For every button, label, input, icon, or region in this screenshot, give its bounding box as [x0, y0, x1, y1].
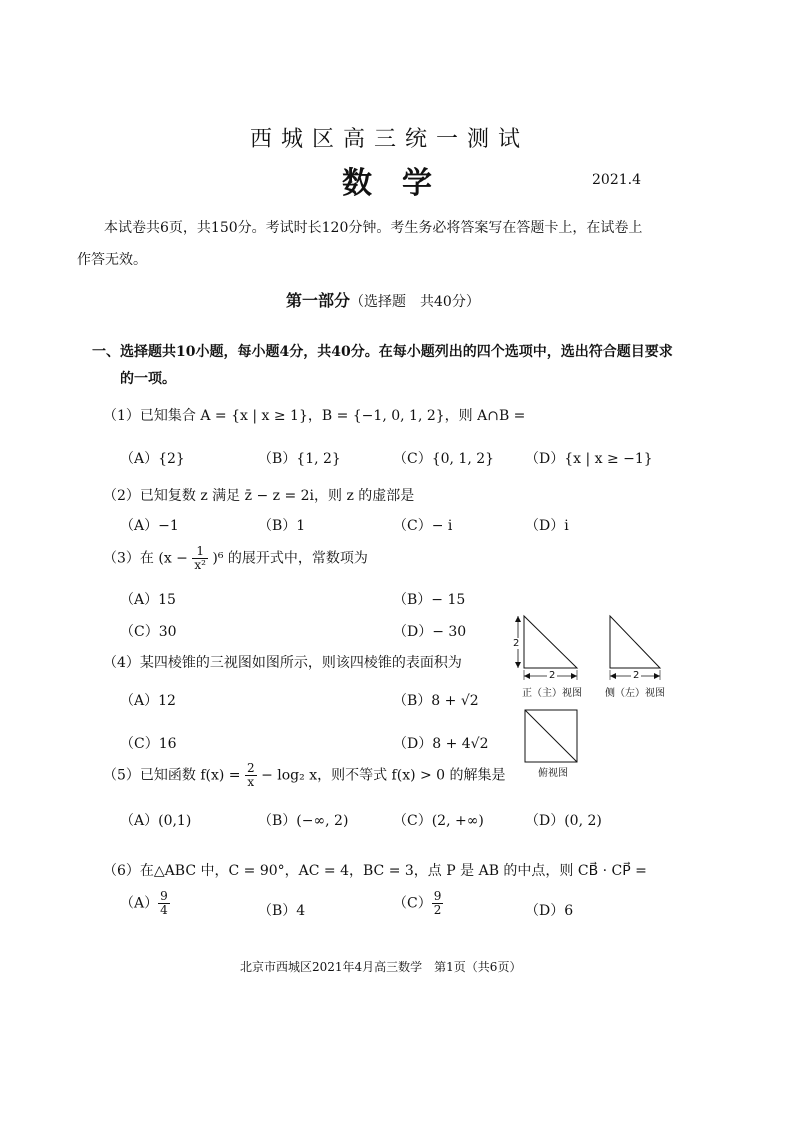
front-view-label: 正（主）视图: [522, 688, 582, 699]
q4-option-b: （B）8 + √2: [393, 693, 479, 709]
q3-option-c: （C）30: [120, 624, 177, 640]
q3-stem: [103, 545, 368, 572]
q1-stem: （1）已知集合 A = {x | x ≥ 1}，B = {−1, 0, 1, 2}，则 A∩B =: [103, 408, 526, 424]
q3-option-d: （D）− 30: [393, 624, 467, 640]
q2-option-b: （B）1: [258, 518, 306, 534]
q6-option-b: （B）4: [258, 903, 306, 919]
q4-option-d: （D）8 + 4√2: [393, 736, 489, 752]
q5-option-b: （B）(−∞, 2): [258, 813, 349, 829]
q3-option-b: （B）− 15: [393, 592, 466, 608]
front-view-width-label: 2: [549, 670, 556, 681]
q3-stem-post: )⁶ 的展开式中，常数项为: [212, 550, 368, 567]
q5-frac-den: x: [247, 775, 255, 789]
subject-title: 数学: [342, 166, 462, 201]
q2-option-a: （A）−1: [120, 518, 179, 534]
q3-frac-num: 1: [192, 545, 208, 559]
q1-option-d: （D）{x | x ≥ −1}: [525, 451, 653, 467]
instruction-line-2: 的一项。: [120, 371, 176, 387]
front-view: [515, 616, 577, 680]
q1-option-c: （C）{0, 1, 2}: [393, 451, 495, 467]
q3-frac-den: x²: [194, 558, 206, 572]
front-view-height-label: 2: [513, 638, 520, 649]
q4-option-c: （C）16: [120, 736, 177, 752]
q6-option-c-den: 2: [433, 903, 442, 917]
instruction-line-1: 一、选择题共10小题，每小题4分，共40分。在每小题列出的四个选项中，选出符合题目要求: [92, 344, 673, 360]
top-view-label: 俯视图: [538, 768, 568, 779]
intro-line-1: 本试卷共6页，共150分。考试时长120分钟。考生务必将答案写在答题卡上，在试卷上: [104, 220, 643, 236]
side-view-width-label: 2: [633, 670, 640, 681]
q6-option-a-fraction: [158, 890, 170, 917]
top-view: [525, 710, 577, 762]
q2-stem: （2）已知复数 z 满足 z̄ − z = 2i，则 z 的虚部是: [103, 488, 415, 504]
exam-date: 2021.4: [592, 172, 641, 188]
page-footer: 北京市西城区2021年4月高三数学 第1页（共6页）: [240, 960, 522, 974]
q5-option-c: （C）(2, +∞): [393, 813, 484, 829]
q5-frac-num: 2: [247, 761, 255, 775]
q4-stem: （4）某四棱锥的三视图如图所示，则该四棱锥的表面积为: [103, 655, 462, 671]
q5-option-a: （A）(0,1): [120, 813, 192, 829]
q5-stem-pre: （5）已知函数 f(x) =: [103, 767, 241, 784]
q5-stem: [103, 762, 506, 789]
q3-option-a: （A）15: [120, 592, 176, 608]
q6-option-a-num: 9: [160, 889, 168, 903]
exam-title: 西城区高三统一测试: [250, 127, 530, 152]
q6-option-a-label: （A）: [120, 895, 159, 912]
q4-option-a: （A）12: [120, 693, 176, 709]
q6-option-c-label: （C）: [393, 895, 432, 912]
q1-option-b: （B）{1, 2}: [258, 451, 341, 467]
intro-line-2: 作答无效。: [77, 252, 147, 268]
q6-option-a: [120, 890, 170, 917]
q1-option-a: （A）{2}: [120, 451, 185, 467]
q3-stem-pre: （3）在 (x −: [103, 550, 188, 567]
section-heading: [286, 288, 480, 311]
q6-stem: （6）在△ABC 中，C = 90°，AC = 4，BC = 3，点 P 是 AB 的中点，则 CB⃗ · CP⃗ =: [103, 863, 647, 879]
q6-option-d: （D）6: [525, 903, 574, 919]
side-view-label: 侧（左）视图: [605, 688, 665, 699]
section-subtitle: （选择题 共40分）: [350, 294, 480, 310]
q6-option-c-fraction: [432, 890, 444, 917]
q2-option-d: （D）i: [525, 518, 569, 534]
q6-option-a-den: 4: [160, 903, 168, 917]
q5-fraction: [245, 762, 257, 789]
q3-fraction: [192, 545, 208, 572]
q2-option-c: （C）− i: [393, 518, 453, 534]
q5-option-d: （D）(0, 2): [525, 813, 602, 829]
q5-stem-post: − log₂ x，则不等式 f(x) > 0 的解集是: [261, 767, 506, 784]
section-title: 第一部分: [286, 291, 351, 310]
q6-option-c: [393, 890, 443, 917]
q6-option-c-num: 9: [433, 889, 442, 903]
